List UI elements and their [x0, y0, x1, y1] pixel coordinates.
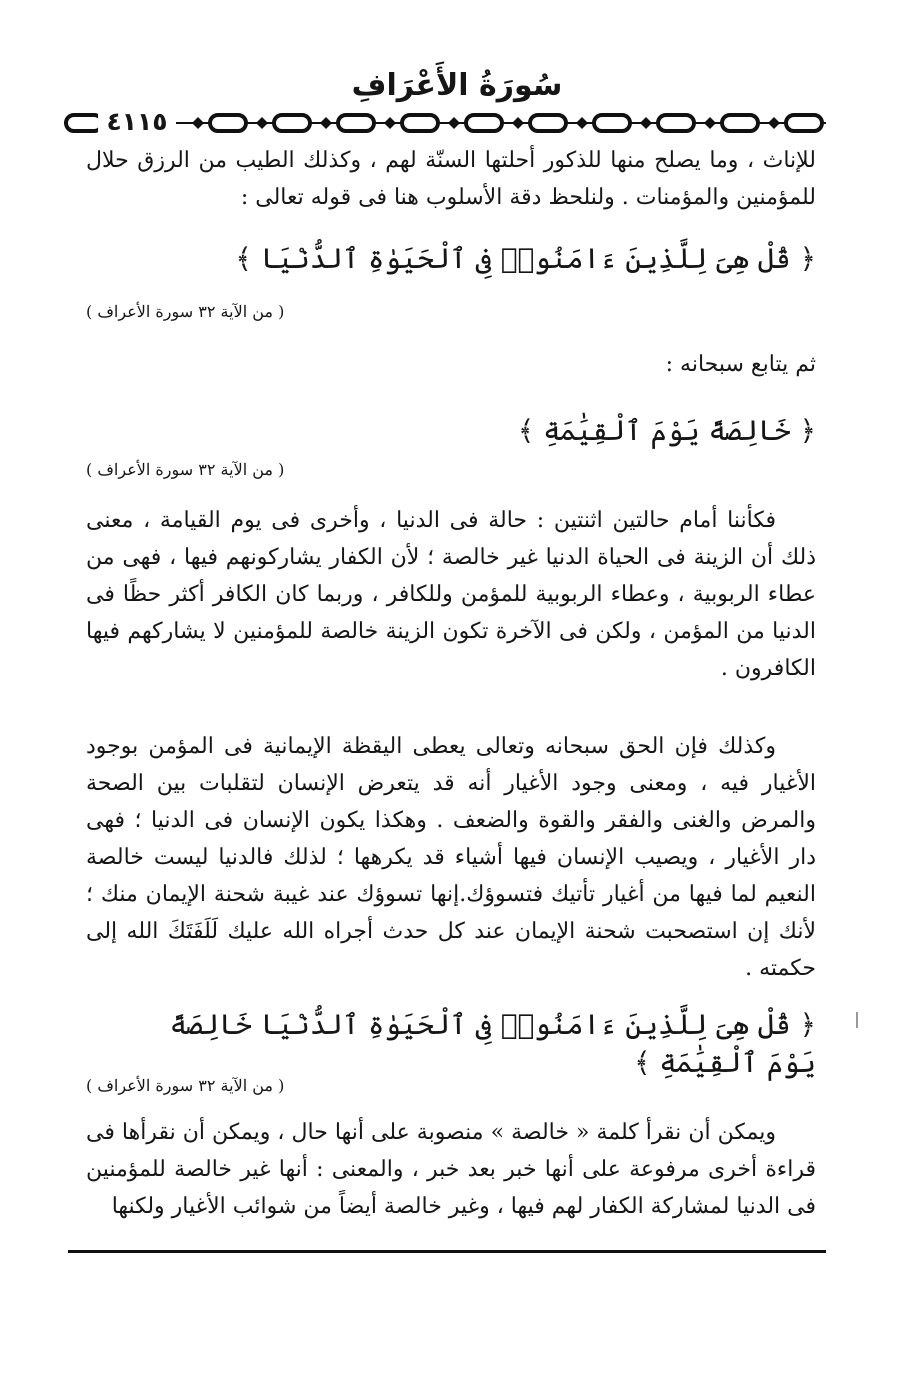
paragraph-3: وكذلك فإن الحق سبحانه وتعالى يعطى اليقظة الإيمانية فى المؤمن بوجود الأغيار فيه ، ومعنى وجود الأغيار أنه قد يتعرض الإنسان لتقلبات بين الصحة والمرض والغنى والفقر والقوة والضعف . وهكذا يكون الإنسان فى الدنيا ؛ فهى دار الأغيار ، ويصيب الإنسان فيها أشياء قد يكرهها ؛ لذلك فالدنيا ليست خالصة النعيم لما فيها من أغيار تأتيك فتسوؤك.إنها تسوؤك عند غيبة شحنة الإيمان منك ؛ لأنك إن استصحبت شحنة الإيمان عند كل حدث أجراه الله عليك لَلَفَتَكَ الله إلى حكمته . [86, 734, 816, 981]
ornament-diamond [576, 117, 588, 129]
ornament-link [594, 115, 630, 131]
surah-title: سُورَةُ الأَعْرَافِ [351, 68, 563, 103]
quran-verse-1: ﴿ قُلْ هِىَ لِلَّذِينَ ءَامَنُوا۟ فِى ٱلْحَيَوٰةِ ٱلدُّنْيَا ﴾ [235, 242, 816, 275]
paragraph-4: ويمكن أن نقرأ كلمة « خالصة » منصوبة على أنها حال ، ويمكن أن نقرأها فى قراءة أخرى مرفوعة على أنها خبر بعد خبر ، والمعنى : أنها غير خالصة للمؤمنين فى الدنيا لمشاركة الكفار لهم فيها ، وغير خالصة أيضاً من شوائب الأغيار ولكنها [86, 1120, 816, 1219]
margin-mark [856, 1012, 858, 1028]
quran-verse-3: ﴿ قُلْ هِىَ لِلَّذِينَ ءَامَنُوا۟ فِى ٱلْحَيَوٰةِ ٱلدُّنْيَا خَالِصَةً يَوْمَ ٱلْقِيَٰمَةِ ﴾ [169, 1008, 816, 1079]
ornament-diamond [512, 117, 524, 129]
ornament-diamond [192, 117, 204, 129]
ornament-link [338, 115, 374, 131]
ornament-link [66, 115, 102, 131]
ornament-diamond [384, 117, 396, 129]
ornament-diamond [448, 117, 460, 129]
quran-verse-2: ﴿ خَالِصَةً يَوْمَ ٱلْقِيَٰمَةِ ﴾ [517, 414, 816, 447]
ornament-diamond [704, 117, 716, 129]
page-number: ٤١١٥ [98, 106, 176, 138]
verse-citation-1: ( من الآية ٣٢ سورة الأعراف ) [86, 302, 285, 321]
ornament-diamond [768, 117, 780, 129]
ornament-link [210, 115, 246, 131]
ornament-link [466, 115, 502, 131]
ornament-link [274, 115, 310, 131]
ornament-link [402, 115, 438, 131]
bottom-rule [68, 1250, 826, 1253]
paragraph-2: فكأننا أمام حالتين اثنتين : حالة فى الدنيا ، وأخرى فى يوم القيامة ، معنى ذلك أن الزينة فى الحياة الدنيا غير خالصة ؛ لأن الكفار يشاركونهم فيها ، فهى من عطاء الربوبية ، وعطاء الربوبية للمؤمن وللكافر ، وربما كان الكافر أكثر حظًا فى الدنيا من المؤمن ، ولكن فى الآخرة تكون الزينة خالصة للمؤمنين لا يشاركهم فيها الكافرون . [86, 508, 816, 681]
transition-line: ثم يتابع سبحانه : [665, 352, 816, 377]
ornament-link [786, 115, 822, 131]
ornament-diamond [640, 117, 652, 129]
ornament-link [530, 115, 566, 131]
ornament-link [658, 115, 694, 131]
ornament-link [722, 115, 758, 131]
verse-citation-3: ( من الآية ٣٢ سورة الأعراف ) [86, 1076, 285, 1095]
ornament-diamond [256, 117, 268, 129]
ornament-diamond [320, 117, 332, 129]
verse-citation-2: ( من الآية ٣٢ سورة الأعراف ) [86, 460, 285, 479]
paragraph-1: للإناث ، وما يصلح منها للذكور أحلتها السنّة لهم ، وكذلك الطيب من الرزق حلال للمؤمنين والمؤمنات . ولنلحظ دقة الأسلوب هنا فى قوله تعالى : [86, 148, 816, 210]
